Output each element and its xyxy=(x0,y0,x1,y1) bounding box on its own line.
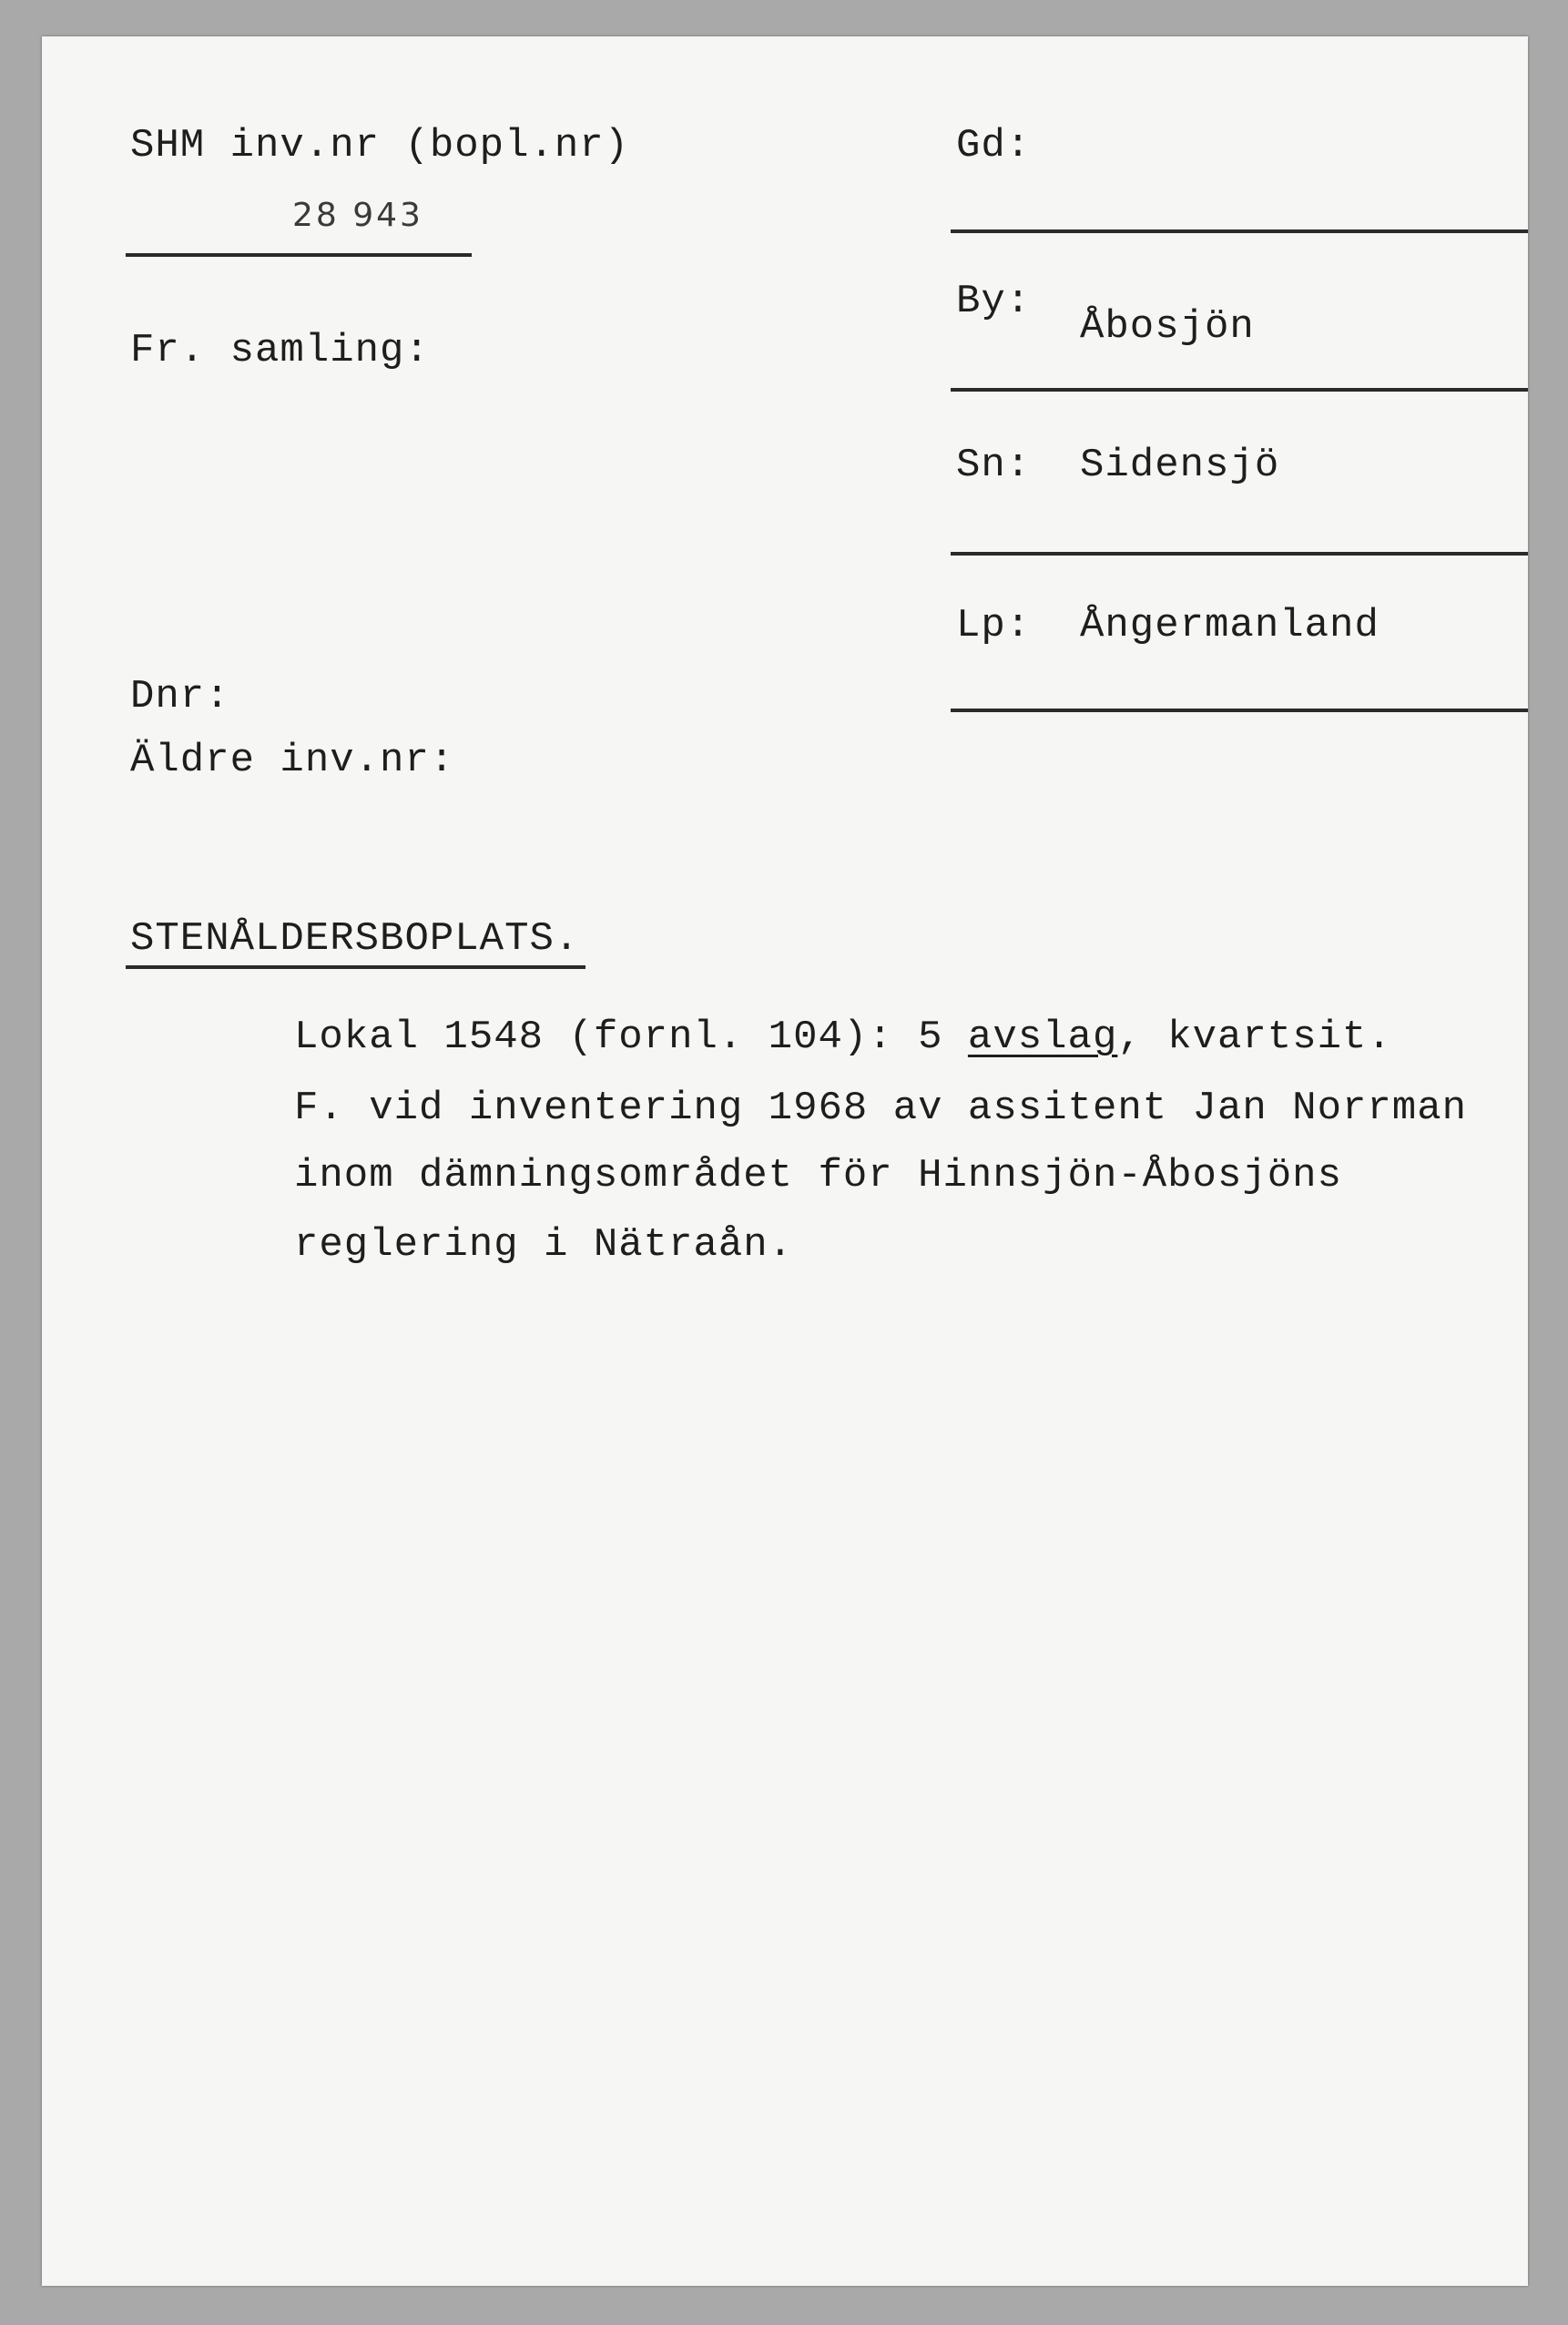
site-type-heading-text: STENÅLDERSBOPLATS xyxy=(130,916,555,962)
by-value: Åbosjön xyxy=(1080,304,1255,350)
body-line-4: reglering i Nätraån. xyxy=(294,1222,794,1268)
by-label: By: xyxy=(956,279,1032,324)
lp-value: Ångermanland xyxy=(1080,603,1380,648)
lp-rule xyxy=(951,709,1528,712)
site-type-heading xyxy=(130,916,579,962)
body-line-1-underlined: avslag xyxy=(967,1015,1118,1060)
site-type-heading-dot: . xyxy=(554,916,580,962)
inv-number-value: 28 943 xyxy=(292,197,423,234)
lp-label: Lp: xyxy=(956,603,1032,648)
gd-label: Gd: xyxy=(956,123,1032,168)
body-line-3: inom dämningsområdet för Hinnsjön-Åbosjöns xyxy=(294,1153,1342,1198)
heading-rule xyxy=(126,965,585,969)
inv-number-rule xyxy=(126,253,472,257)
gd-rule xyxy=(951,229,1528,233)
by-rule xyxy=(951,388,1528,392)
body-line-1-end: , kvartsit. xyxy=(1117,1015,1392,1060)
catalog-card xyxy=(42,36,1528,2286)
inv-number-label: SHM inv.nr (bopl.nr) xyxy=(130,123,630,168)
dnr-label: Dnr: xyxy=(130,674,230,719)
fr-samling-label: Fr. samling: xyxy=(130,328,430,373)
body-line-2: F. vid inventering 1968 av assitent Jan Norrman xyxy=(294,1086,1468,1131)
aldre-inv-label: Äldre inv.nr: xyxy=(130,738,455,783)
sn-value: Sidensjö xyxy=(1080,443,1280,488)
sn-label: Sn: xyxy=(956,443,1032,488)
body-line-1-start: Lokal 1548 (fornl. 104): 5 xyxy=(294,1015,968,1060)
body-line-1 xyxy=(294,1015,1392,1060)
sn-rule xyxy=(951,552,1528,556)
